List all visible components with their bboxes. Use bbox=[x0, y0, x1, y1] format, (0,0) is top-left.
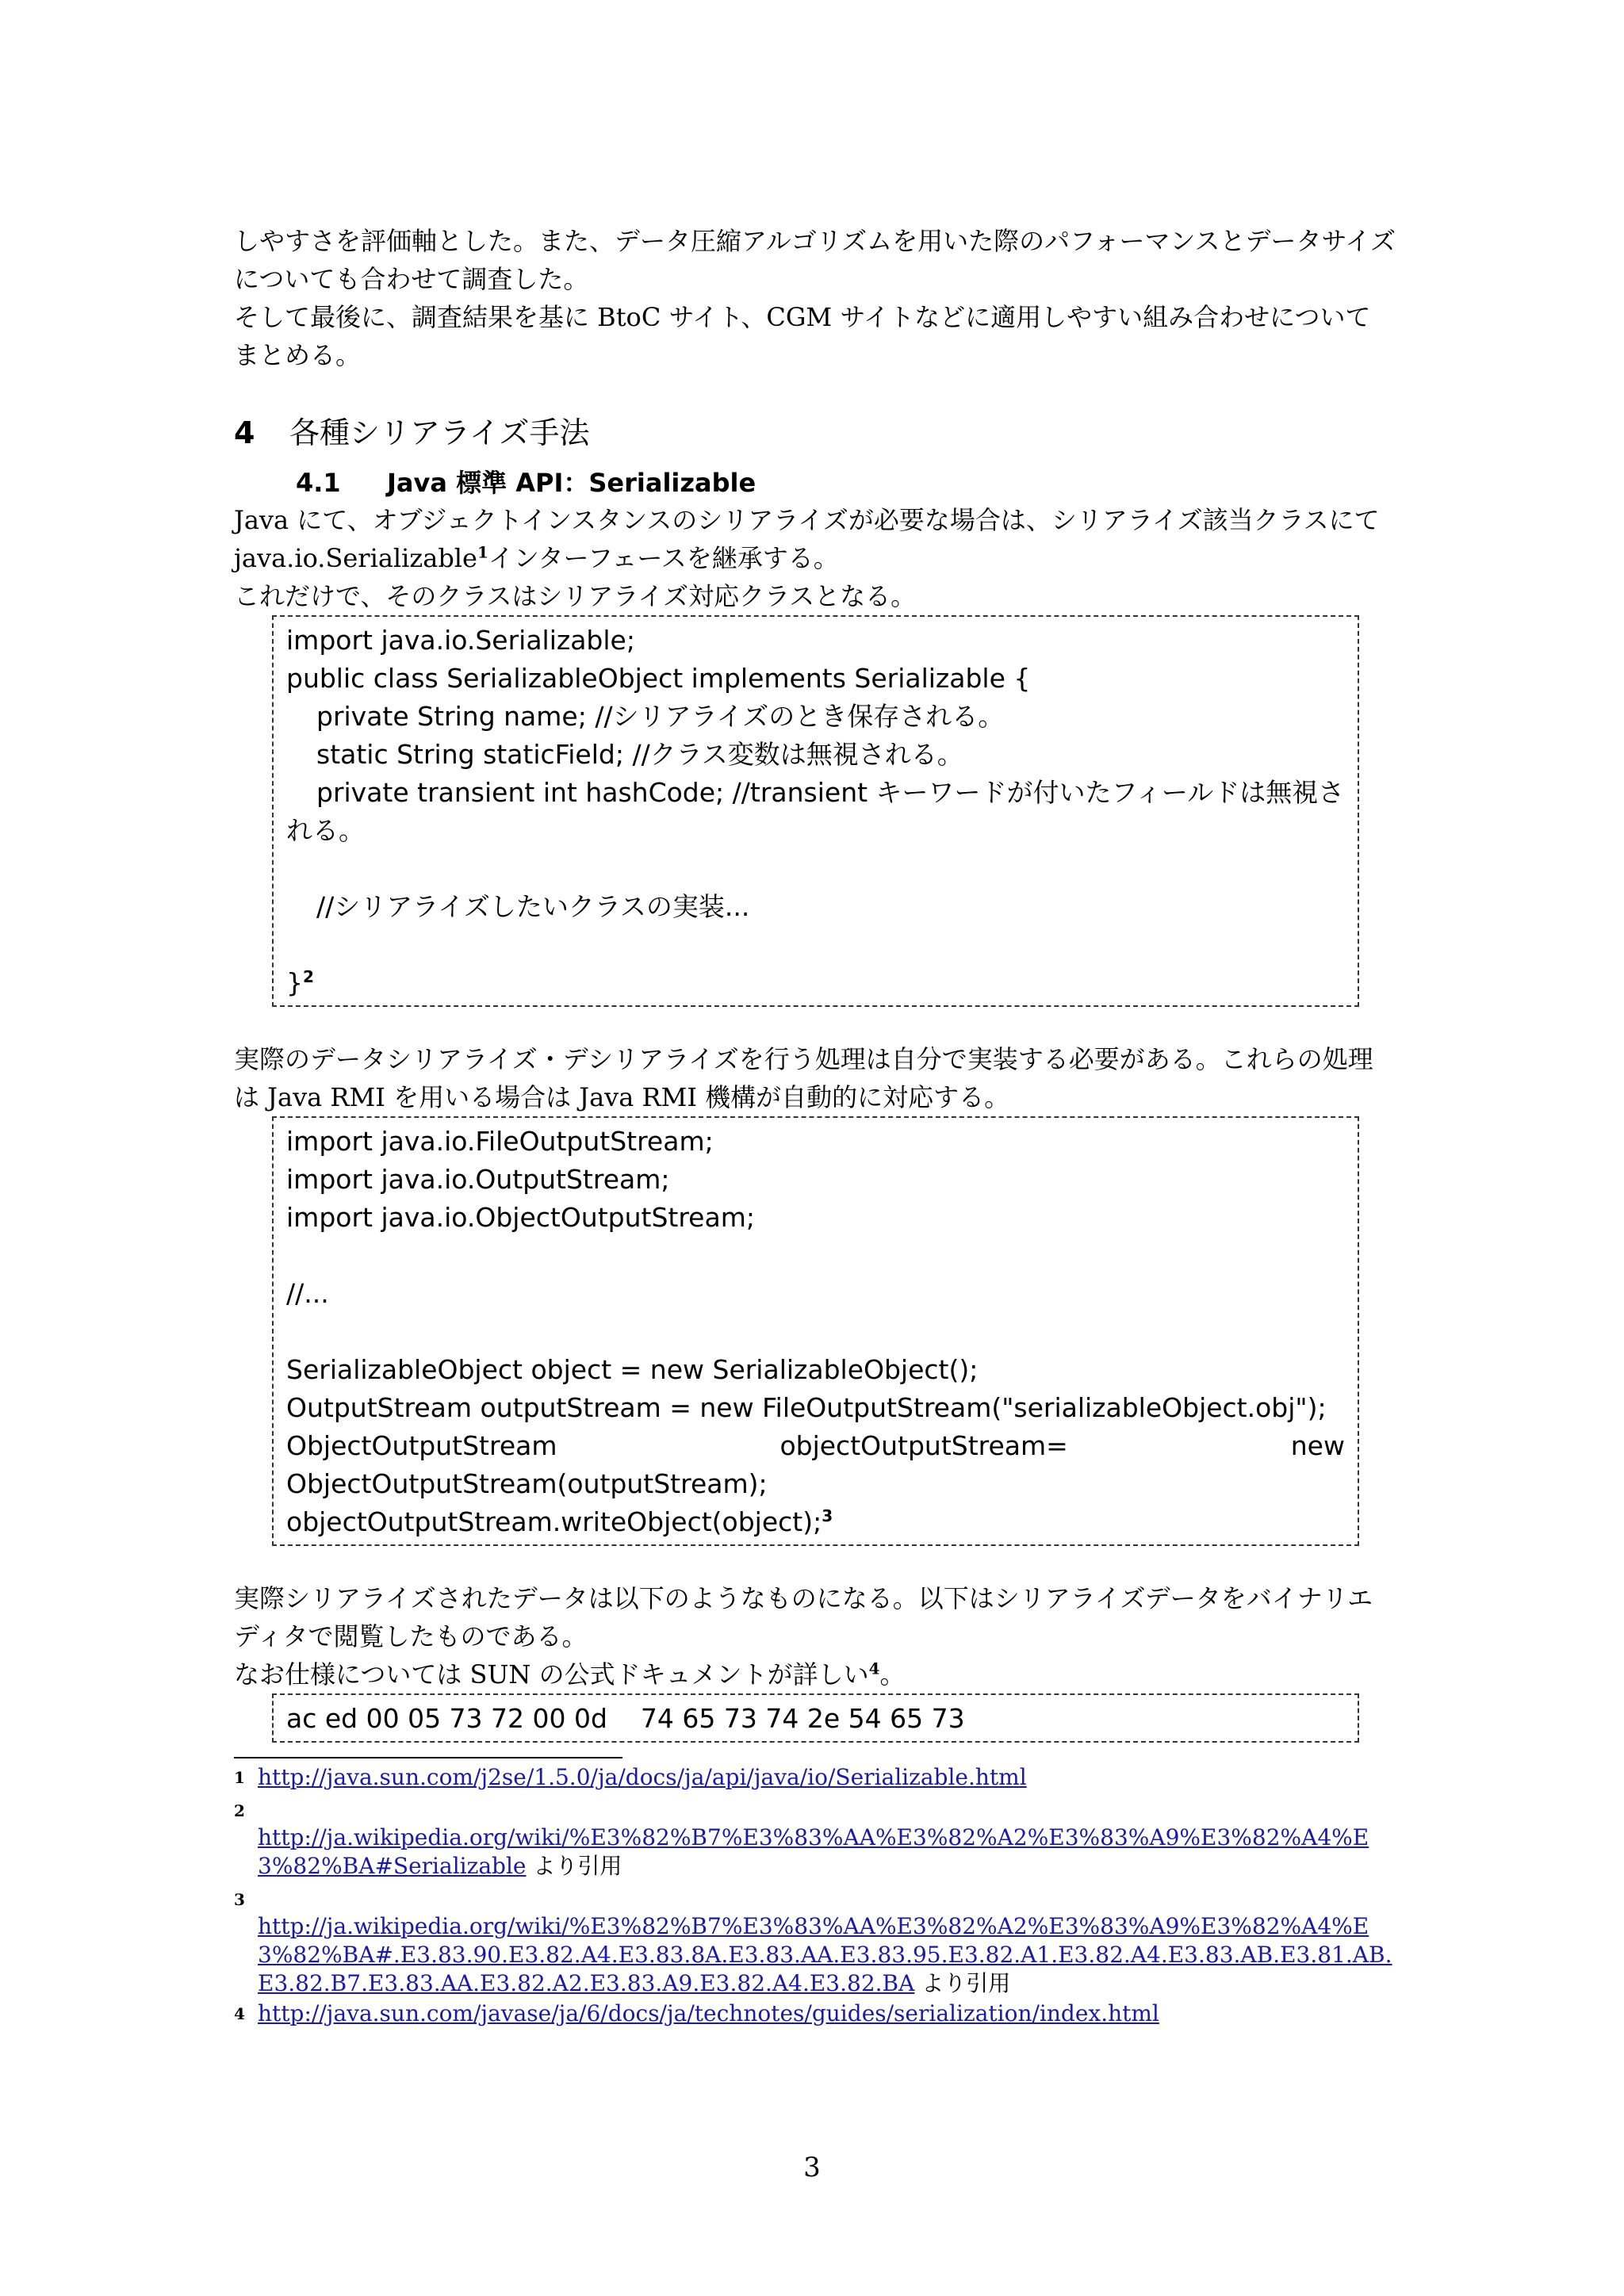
paragraph-spec bbox=[234, 1655, 1396, 1693]
section-4-1-paragraph-1 bbox=[234, 501, 1396, 577]
footnote-4 bbox=[234, 1999, 1396, 2028]
section-4-heading bbox=[234, 411, 1396, 455]
page-number: 3 bbox=[803, 2152, 821, 2183]
footnote-link[interactable]: http://java.sun.com/j2se/1.5.0/ja/docs/ja/api/java/io/Serializable.html bbox=[258, 1764, 1027, 1790]
footnote-mark: 1 bbox=[234, 1768, 245, 1787]
footnote-mark: 2 bbox=[234, 1801, 245, 1820]
code-blank-line bbox=[286, 1313, 1345, 1351]
footnote-1 bbox=[234, 1763, 1396, 1792]
code-block-serializable-class bbox=[272, 615, 1359, 1007]
section-4-number: 4 bbox=[234, 415, 255, 450]
code-line-text: objectOutputStream.writeObject(object); bbox=[286, 1506, 822, 1537]
code-line: import java.io.ObjectOutputStream; bbox=[286, 1202, 755, 1233]
code-line: //シリアライズしたいクラスの実装... bbox=[316, 891, 750, 922]
code-block-object-output-stream bbox=[272, 1116, 1359, 1546]
paragraph-implementation: 実際のデータシリアライズ・デシリアライズを行う処理は自分で実装する必要がある。これらの処理は Java RMI を用いる場合は Java RMI 機構が自動的に対応する。 bbox=[234, 1044, 1373, 1112]
code-line: import java.io.OutputStream; bbox=[286, 1164, 670, 1195]
intro-paragraph-1: しやすさを評価軸とした。また、データ圧縮アルゴリズムを用いた際のパフォーマンスとデータサイズについても合わせて調査した。 bbox=[234, 226, 1396, 294]
paragraph-serialized-data: 実際シリアライズされたデータは以下のようなものになる。以下はシリアライズデータをバイナリエディタで閲覧したものである。 bbox=[234, 1583, 1373, 1651]
document-page bbox=[234, 222, 1396, 2030]
section-4-1-heading bbox=[296, 465, 1396, 501]
footnote-ref-3[interactable]: 3 bbox=[822, 1506, 833, 1525]
code-blank-line bbox=[286, 850, 1345, 888]
code-line bbox=[286, 774, 1345, 850]
footnote-suffix: より引用 bbox=[914, 1970, 1011, 1996]
section-4-1-paragraph-2: これだけで、そのクラスはシリアライズ対応クラスとなる。 bbox=[234, 581, 917, 611]
spacer bbox=[234, 1007, 1396, 1040]
code-line: SerializableObject object = new SerializableObject(); bbox=[286, 1354, 979, 1385]
section-4-1-number: 4.1 bbox=[296, 468, 341, 498]
footnote-suffix: より引用 bbox=[526, 1853, 622, 1879]
code-line-justified bbox=[286, 1427, 1345, 1465]
code-blank-line bbox=[286, 1237, 1345, 1275]
paragraph-text: なお仕様については SUN の公式ドキュメントが詳しい bbox=[234, 1659, 869, 1689]
footnote-2 bbox=[234, 1801, 1396, 1881]
code-token: ObjectOutputStream bbox=[286, 1430, 557, 1461]
footnote-ref-4[interactable]: 4 bbox=[868, 1659, 880, 1678]
code-block-hex-dump bbox=[272, 1693, 1359, 1743]
code-line: ac ed 00 05 73 72 00 0d 74 65 73 74 2e 54 65 73 bbox=[286, 1703, 965, 1734]
code-line: static String staticField; //クラス変数は無視される。 bbox=[316, 739, 963, 770]
footnote-ref-1[interactable]: 1 bbox=[477, 542, 488, 562]
section-4-title: 各種シリアライズ手法 bbox=[289, 415, 590, 450]
code-line bbox=[286, 1503, 1345, 1541]
footnote-link[interactable]: http://ja.wikipedia.org/wiki/%E3%82%B7%E3%83%AA%E3%82%A2%E3%83%A9%E3%82%A4%E3%82%BA#.E3.83.90.E3.82.A4.E3.83.8A.E3.83.AA.E3.83.95.E3.82.A1.E3.82.A4.E3.83.AB.E3.81.AB.E3.82.B7.E3.83.AA.E3.82.A2.E3.83.A9.E3.82.A4.E3.82.BA bbox=[258, 1913, 1392, 1996]
paragraph-text: Java にて、オブジェクトインスタンスのシリアライズが必要な場合は、シリアライズ該当クラスにて java.io.Serializable bbox=[234, 505, 1380, 573]
footnote-link[interactable]: http://java.sun.com/javase/ja/6/docs/ja/technotes/guides/serialization/index.html bbox=[258, 2000, 1159, 2026]
paragraph-text: 。 bbox=[879, 1659, 906, 1689]
code-line-text: } bbox=[286, 967, 303, 998]
code-line: public class SerializableObject implements Serializable { bbox=[286, 663, 1031, 694]
footnote-link[interactable]: http://ja.wikipedia.org/wiki/%E3%82%B7%E3%83%AA%E3%82%A2%E3%83%A9%E3%82%A4%E3%82%BA#Serializable bbox=[258, 1824, 1369, 1879]
code-line: OutputStream outputStream = new FileOutputStream("serializableObject.obj"); bbox=[286, 1392, 1327, 1423]
footnote-mark: 3 bbox=[234, 1890, 245, 1909]
code-line: ObjectOutputStream(outputStream); bbox=[286, 1468, 768, 1499]
code-line: //... bbox=[286, 1278, 329, 1309]
code-line: import java.io.Serializable; bbox=[286, 625, 635, 656]
code-blank-line bbox=[286, 926, 1345, 964]
intro-paragraph-2: そして最後に、調査結果を基に BtoC サイト、CGM サイトなどに適用しやすい組み合わせについてまとめる。 bbox=[234, 302, 1371, 370]
footnote-ref-2[interactable]: 2 bbox=[303, 967, 314, 986]
code-token: new bbox=[1290, 1430, 1345, 1461]
code-token: objectOutputStream= bbox=[779, 1430, 1068, 1461]
footnote-separator bbox=[234, 1757, 622, 1758]
section-4-1-title: Java 標準 API：Serializable bbox=[387, 468, 756, 498]
code-line-text: private transient int hashCode; //transient キーワードが付いたフィールドは無視される。 bbox=[286, 777, 1345, 846]
code-line: private String name; //シリアライズのとき保存される。 bbox=[316, 701, 1005, 732]
footnote-3 bbox=[234, 1890, 1396, 1998]
code-line bbox=[286, 964, 1345, 1002]
spacer bbox=[234, 1546, 1396, 1579]
code-line: import java.io.FileOutputStream; bbox=[286, 1126, 714, 1157]
paragraph-text: インターフェースを継承する。 bbox=[488, 543, 839, 573]
footnote-mark: 4 bbox=[234, 2004, 245, 2023]
